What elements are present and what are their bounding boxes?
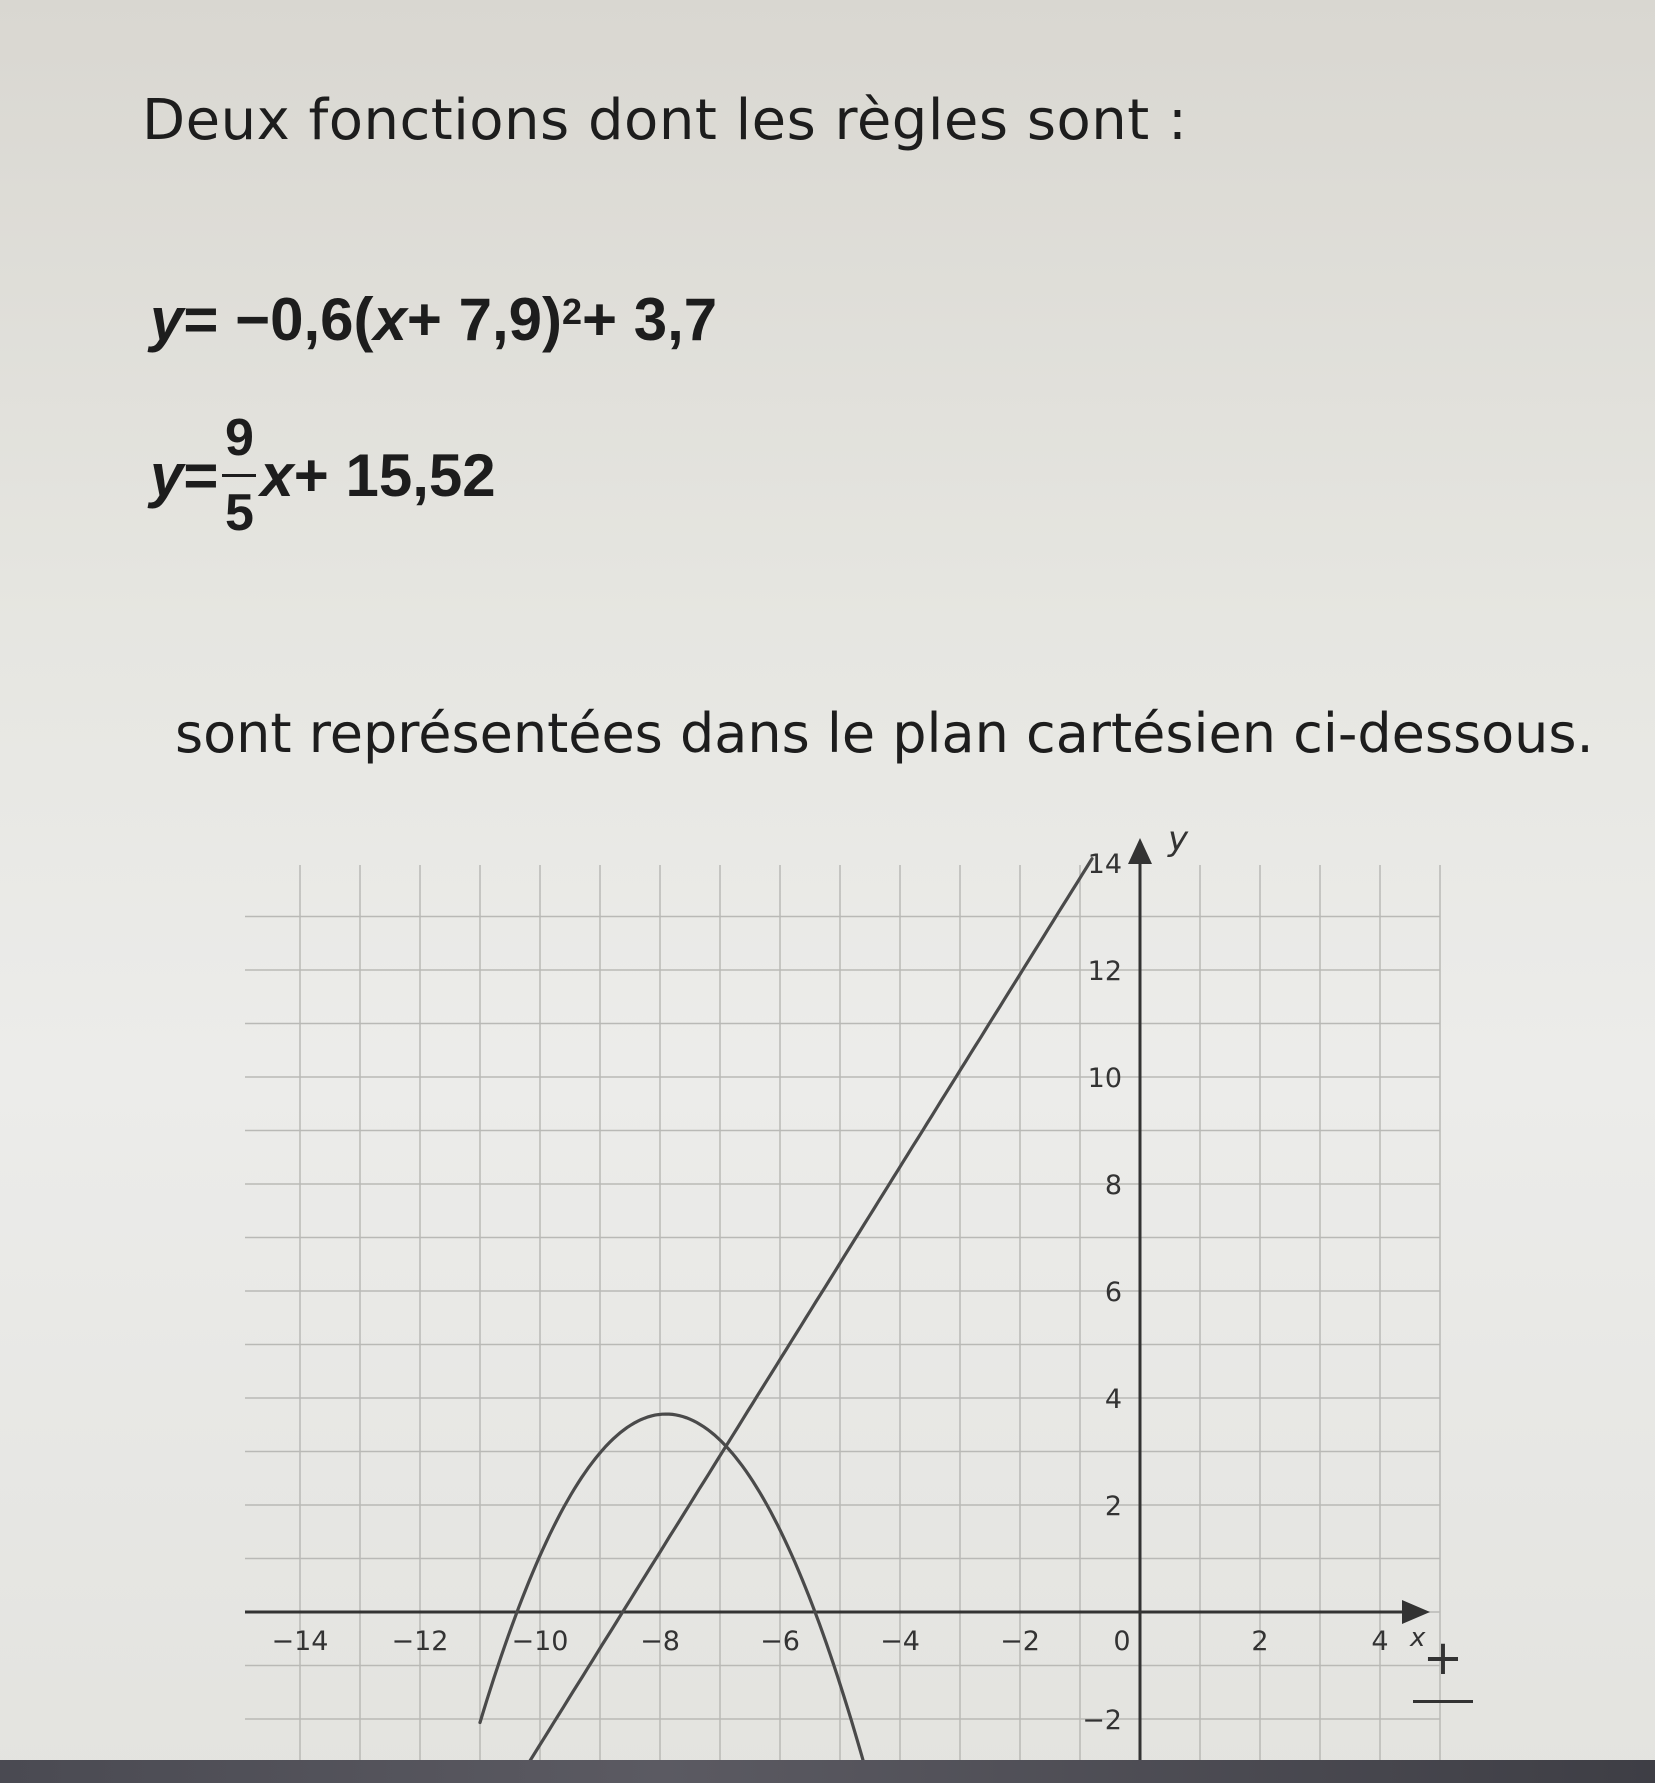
cartesian-plane: [0, 820, 1655, 1760]
y-tick-label: 8: [1104, 1170, 1122, 1201]
y-tick-label: 4: [1104, 1384, 1122, 1415]
eq2-tail: + 15,52: [293, 442, 496, 509]
y-tick-label: 2: [1104, 1491, 1122, 1522]
eq1-tail: + 3,7: [582, 286, 718, 353]
curves: [480, 859, 1092, 1760]
y-tick-label: −2: [1082, 1705, 1122, 1736]
parabola-curve: [480, 1414, 900, 1760]
axes: [245, 820, 1430, 1760]
tick-labels: [272, 849, 1389, 1736]
eq2-x: x: [260, 442, 294, 509]
x-tick-label: −6: [760, 1626, 800, 1657]
y-axis-label: y: [1168, 820, 1189, 859]
y-tick-label: 10: [1087, 1063, 1122, 1094]
y-tick-label: 12: [1087, 956, 1122, 987]
fraction-bar: [222, 474, 256, 477]
x-tick-label: −12: [391, 1626, 449, 1657]
taskbar: [0, 1760, 1655, 1783]
x-tick-label: −8: [640, 1626, 680, 1657]
outro-text: sont représentées dans le plan cartésien ci-dessous.: [175, 702, 1594, 765]
eq1-lhs: y: [150, 286, 184, 353]
eq1-eq: = −0,6(: [183, 286, 374, 353]
equation-linear: [150, 409, 496, 542]
intro-text: Deux fonctions dont les règles sont :: [142, 88, 1188, 153]
x-axis-label: x: [1410, 1623, 1426, 1653]
eq2-numerator: 9: [224, 409, 254, 467]
zoom-label: +: [1422, 1630, 1464, 1686]
x-tick-label: −2: [1000, 1626, 1040, 1657]
eq1-exponent: 2: [562, 290, 583, 332]
x-tick-label: −14: [271, 1626, 329, 1657]
x-tick-label: 2: [1251, 1626, 1269, 1657]
eq2-denominator: 5: [224, 484, 254, 542]
eq1-x: x: [373, 286, 407, 353]
eq2-eq: =: [183, 442, 219, 509]
zoom-divider: [1413, 1700, 1473, 1703]
x-axis-arrow: [1402, 1600, 1430, 1624]
zoom-in-button[interactable]: [1398, 1630, 1488, 1740]
line-curve: [510, 859, 1092, 1760]
x-tick-label: 0: [1113, 1626, 1131, 1657]
eq2-fraction: [222, 409, 256, 542]
x-tick-label: −4: [880, 1626, 920, 1657]
x-tick-label: 4: [1371, 1626, 1389, 1657]
eq1-rest: + 7,9): [406, 286, 562, 353]
equation-quadratic: [150, 285, 717, 354]
y-tick-label: 14: [1087, 849, 1122, 880]
x-tick-label: −10: [511, 1626, 569, 1657]
y-axis-arrow: [1128, 838, 1152, 864]
y-tick-label: 6: [1104, 1277, 1122, 1308]
eq2-lhs: y: [150, 442, 184, 509]
